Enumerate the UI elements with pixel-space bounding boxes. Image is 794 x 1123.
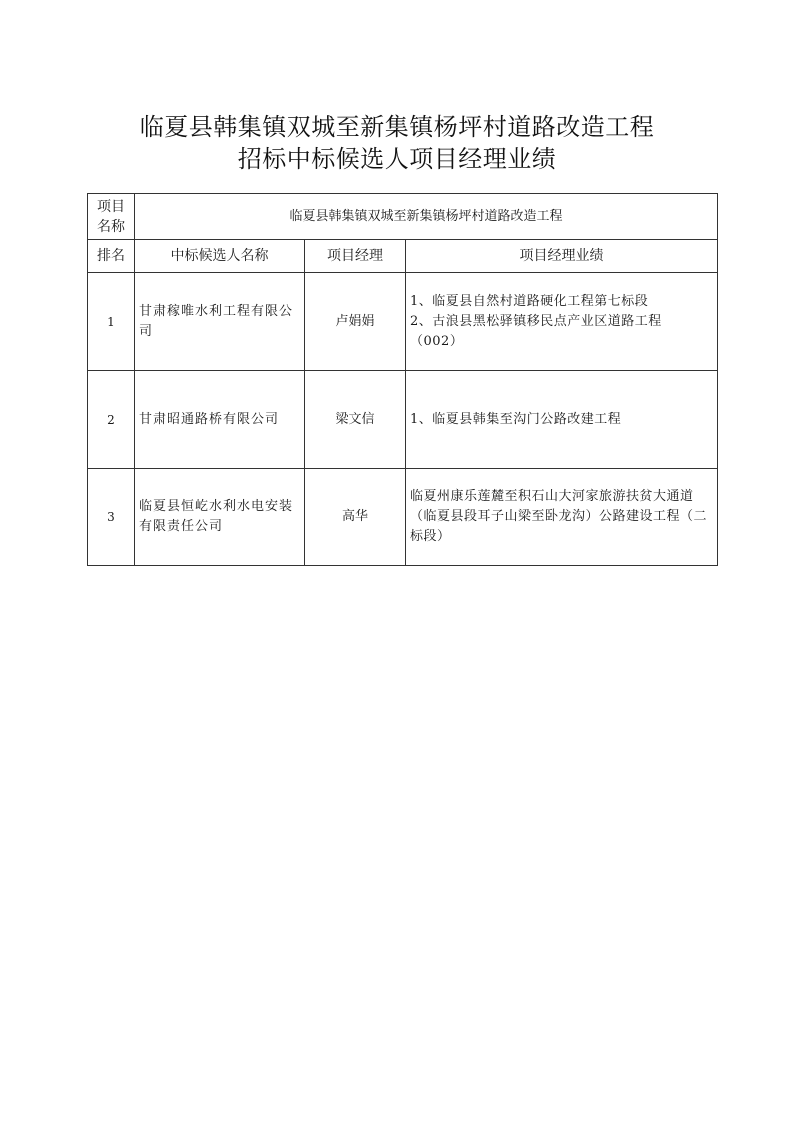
project-name-label — [88, 194, 135, 240]
manager-cell: 高华 — [305, 469, 406, 566]
performance-line: 1、临夏县韩集至沟门公路改建工程 — [410, 411, 622, 427]
performance-header: 项目经理业绩 — [406, 240, 718, 273]
performance-cell — [406, 273, 718, 371]
table-row — [88, 371, 718, 469]
performance-line: （002） — [410, 333, 464, 349]
table-row — [88, 273, 718, 371]
performance-cell — [406, 469, 718, 566]
candidate-table — [87, 193, 718, 566]
candidate-cell: 甘肃稼唯水利工程有限公司 — [135, 273, 305, 371]
manager-header: 项目经理 — [305, 240, 406, 273]
rank-cell: 3 — [88, 469, 135, 566]
document-subtitle: 招标中标候选人项目经理业绩 — [237, 145, 557, 173]
rank-cell: 2 — [88, 371, 135, 469]
header-row — [88, 240, 718, 273]
candidate-cell: 甘肃昭通路桥有限公司 — [135, 371, 305, 469]
rank-cell: 1 — [88, 273, 135, 371]
rank-header: 排名 — [88, 240, 135, 273]
project-label-line1: 项目 — [97, 198, 125, 215]
performance-line: 1、临夏县自然村道路硬化工程第七标段 — [410, 293, 649, 309]
candidate-header: 中标候选人名称 — [135, 240, 305, 273]
candidate-cell: 临夏县恒屹水利水电安装有限责任公司 — [135, 469, 305, 566]
performance-line: 临夏州康乐莲麓至积石山大河家旅游扶贫大通道（临夏县段耳子山梁至卧龙沟）公路建设工程（二标段） — [410, 489, 708, 544]
performance-line: 2、古浪县黑松驿镇移民点产业区道路工程 — [410, 313, 662, 329]
manager-cell: 梁文信 — [305, 371, 406, 469]
performance-cell — [406, 371, 718, 469]
document-title: 临夏县韩集镇双城至新集镇杨坪村道路改造工程 — [139, 113, 655, 141]
project-name-value: 临夏县韩集镇双城至新集镇杨坪村道路改造工程 — [135, 194, 718, 240]
project-name-row — [88, 194, 718, 240]
project-label-line2: 名称 — [97, 218, 125, 235]
table-row — [88, 469, 718, 566]
manager-cell: 卢娟娟 — [305, 273, 406, 371]
